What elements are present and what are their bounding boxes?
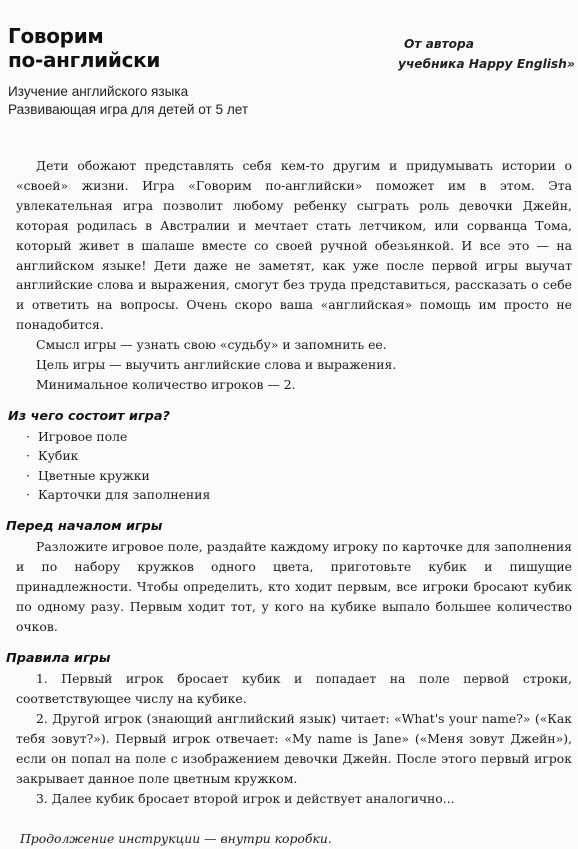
- body-text: [6, 156, 572, 849]
- bullet-icon: ·: [26, 428, 30, 444]
- bullet-icon: ·: [26, 487, 30, 503]
- min-players-line: Минимальное количество игроков — 2.: [36, 376, 296, 392]
- intro-paragraph: Дети обожают представлять себя кем-то другим и придумывать истории о «своей» жизни. Игра «Говорим по-английски» поможет им в этом. Эта увлекательная игра позволит любому ребенку сыграть роль девочки Джейн, которая родилась в Австралии и мечтает стать летчиком, или сорванца Тома, который живет в шалаше вместе со своей ручной обезьянкой. И все это — на английском языке! Дети даже не заметят, как уже после первой игры выучат английские слова и выражения, смогут без труда представиться, рассказать о себе и ответить на вопросы. Очень скоро ваша «английская» помощь им просто не понадобится.: [16, 158, 572, 333]
- author-note: [398, 34, 576, 74]
- purpose-line: Смысл игры — узнать свою «судьбу» и запомнить ее.: [36, 337, 387, 353]
- components-list: [16, 427, 572, 505]
- list-item: · Карточки для заполнения: [26, 485, 572, 505]
- author-line-2: учебника Happy English»: [398, 57, 575, 71]
- list-item: · Кубик: [26, 446, 572, 466]
- subtitle-line-2: Развивающая игра для детей от 5 лет: [8, 102, 249, 117]
- author-line-1: От автора: [404, 37, 474, 51]
- goal-line: Цель игры — выучить английские слова и выражения.: [36, 357, 397, 373]
- page-title: [8, 24, 268, 72]
- rule-item: 2. Другой игрок (знающий английский язык) читает: «What's your name?» («Как тебя зовут?»). Первый игрок отвечает: «My name is Jane» («Меня зовут Джейн»), если он попал на поле с изображением девочки Джейн. После этого первый игрок закрывает данное поле цветным кружком.: [16, 711, 572, 786]
- list-item: · Игровое поле: [26, 427, 572, 447]
- subtitle-line-1: Изучение английского языка: [8, 84, 189, 99]
- before-game-paragraph: Разложите игровое поле, раздайте каждому игроку по карточке для заполнения и по набору кружков одного цвета, приготовьте кубик и пишущие принадлежности. Чтобы определить, кто ходит первым, все игроки бросают кубик по одному разу. Первым ходит тот, у кого на кубике выпало большее количество очков.: [16, 538, 572, 634]
- before-game-heading: Перед началом игры: [6, 518, 163, 534]
- rule-item: 3. Далее кубик бросает второй игрок и действует аналогично...: [36, 790, 455, 806]
- list-item: · Цветные кружки: [26, 466, 572, 486]
- title-line-1: Говорим: [8, 24, 104, 48]
- bullet-icon: ·: [26, 467, 30, 483]
- rules-heading: Правила игры: [6, 651, 111, 667]
- page-subtitle: [8, 83, 338, 119]
- rule-item: 1. Первый игрок бросает кубик и попадает на поле первой строки, соответствующее числу на кубике.: [16, 671, 572, 707]
- closing-note: Продолжение инструкции — внутри коробки.: [20, 830, 332, 846]
- components-heading: Из чего состоит игра?: [8, 408, 170, 424]
- bullet-icon: ·: [26, 448, 30, 464]
- title-line-2: по-английски: [8, 48, 161, 72]
